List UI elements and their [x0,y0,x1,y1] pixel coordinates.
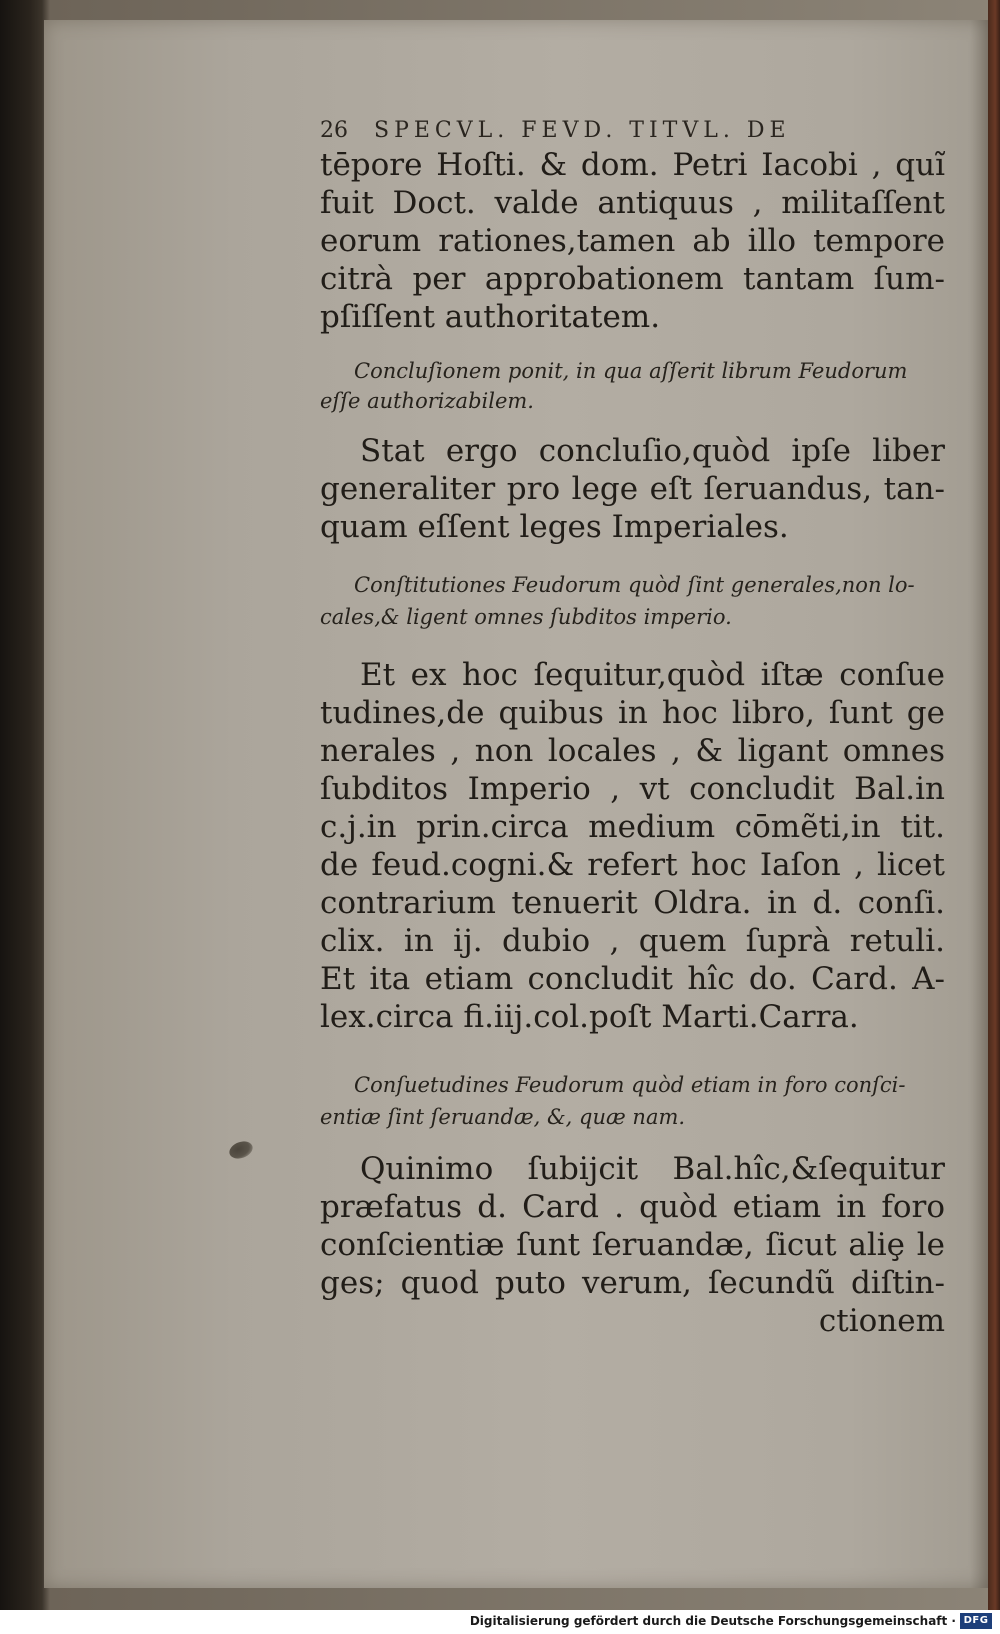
side-note-line: Conſuetudines Feudorum quòd etiam in foro conſci- [354,1073,906,1097]
side-note-line: entiæ ſint ſeruandæ, &, quæ nam. [320,1105,686,1129]
dfg-logo: DFG [960,1613,992,1629]
running-title: SPECVL. FEVD. TITVL. DE [374,118,791,143]
text-line: generaliter pro lege eſt ſeruandus, tan- [320,471,945,507]
text-line: Quinimo ſubijcit Bal.hîc,&ſequitur [360,1151,945,1187]
ink-stain [227,1138,255,1161]
text-line: quam eſſent leges Imperiales. [320,509,789,545]
side-note-line: Concluſionem ponit, in qua aſſerit librum Feudorum [354,359,908,383]
text-line: tēpore Hoſti. & dom. Petri Iacobi , quĩ [320,147,945,183]
text-line: fuit Doct. valde antiquus , militaſſent [320,185,945,221]
digitization-credit: Digitalisierung gefördert durch die Deutsche Forschungsgemeinschaft · [469,1614,956,1628]
text-line: eorum rationes,tamen ab illo tempore [320,223,945,259]
page-number: 26 [320,118,348,143]
text-line: ges; quod puto verum, ſecundũ diſtin- [320,1265,945,1301]
text-line: Stat ergo concluſio,quòd ipſe liber [360,433,945,469]
page-shadow [970,20,988,1588]
text-line: lex.circa fi.iij.col.poſt Marti.Carra. [320,999,859,1035]
text-line: tudines,de quibus in hoc libro, ſunt ge [320,695,945,731]
text-line: nerales , non locales , & ligant omnes [320,733,945,769]
side-note-line: Conſtitutiones Feudorum quòd ſint generales,non lo- [354,573,915,597]
text-line: præfatus d. Card . quòd etiam in foro [320,1189,945,1225]
text-line: de feud.cogni.& refert hoc Iaſon , licet [320,847,945,883]
text-line: citrà per approbationem tantam ſum- [320,261,945,297]
text-line: clix. in ij. dubio , quem ſuprà retuli. [320,923,945,959]
catchword: ctionem [818,1303,945,1339]
text-line: contrarium tenuerit Oldra. in d. conſi. [320,885,945,921]
text-line: Et ita etiam concludit hîc do. Card. A- [320,961,945,997]
text-line: conſcientiæ ſunt ſeruandæ, ſicut aliȩ le [320,1227,945,1263]
running-header [320,118,791,143]
text-line: pſiſſent authoritatem. [320,299,661,335]
side-note-line: eſſe authorizabilem. [320,389,534,413]
text-line: ſubditos Imperio , vt concludit Bal.in [320,771,945,807]
side-note-line: cales,& ligent omnes ſubditos imperio. [320,605,732,629]
text-line: Et ex hoc ſequitur,quòd iſtæ conſue [360,657,945,693]
book-binding-edge [988,0,1000,1610]
text-line: c.j.in prin.circa medium cōmẽti,in tit. [320,809,945,845]
